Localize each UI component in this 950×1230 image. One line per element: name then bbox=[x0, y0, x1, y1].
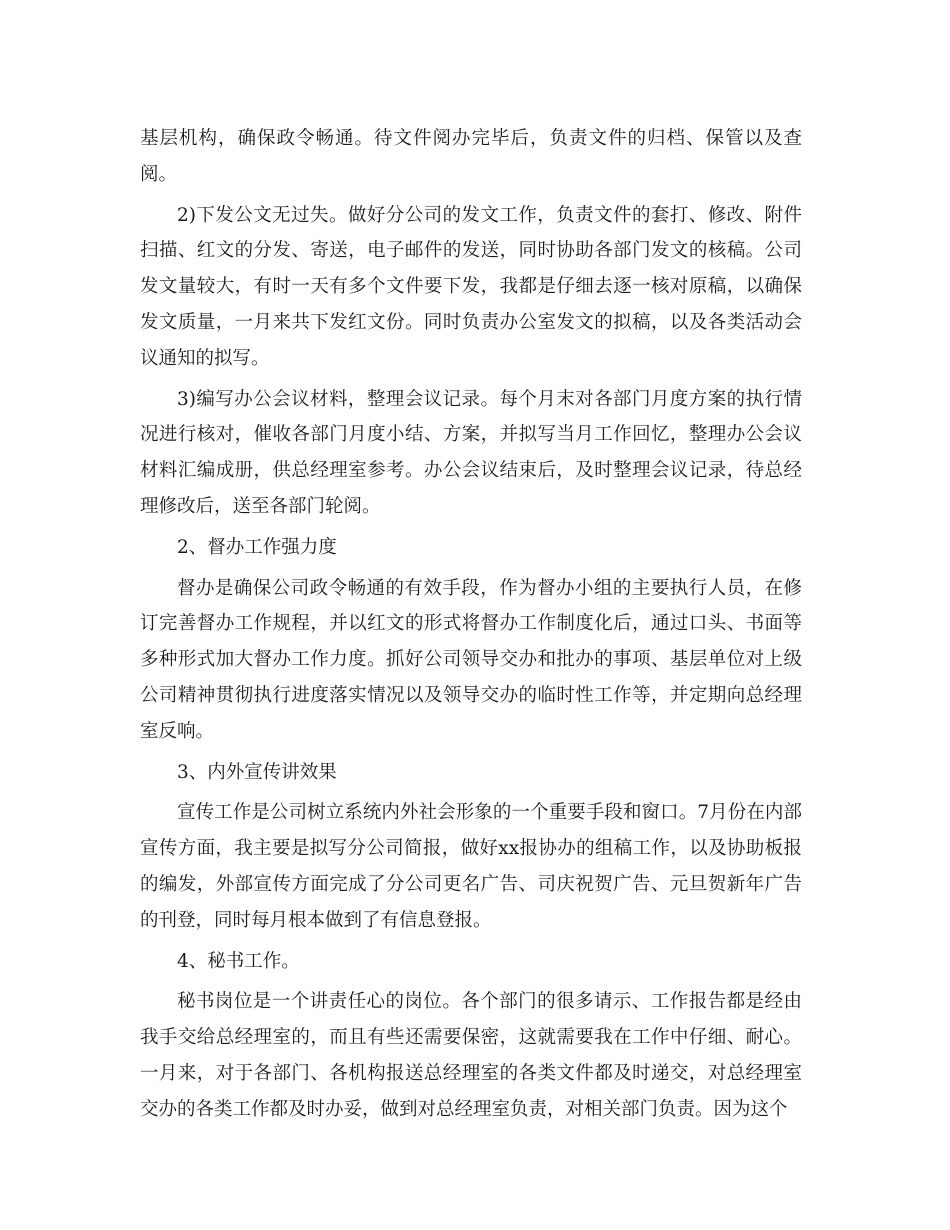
heading-secretary: 4、秘书工作。 bbox=[177, 950, 300, 972]
heading-supervision: 2、督办工作强力度 bbox=[177, 536, 337, 558]
paragraph-meeting-materials: 3)编写办公会议材料，整理会议记录。每个月末对各部门月度方案的执行情况进行核对，催收各部门月度小结、方案，并拟写当月工作回忆，整理办公会议材料汇编成册，供总经理室参考。办公会议结束后，及时整理会议记录，待总经理修改后，送至各部门轮阅。 bbox=[140, 388, 802, 517]
heading-publicity: 3、内外宣传讲效果 bbox=[177, 761, 337, 783]
paragraph-outgoing-documents: 2)下发公文无过失。做好分公司的发文工作，负责文件的套打、修改、附件扫描、红文的分发、寄送，电子邮件的发送，同时协助各部门发文的核稿。公司发文量较大，有时一天有多个文件要下发，我都是仔细去逐一核对原稿，以确保发文质量，一月来共下发红文份。同时负责办公室发文的拟稿，以及各类活动会议通知的拟写。 bbox=[140, 204, 802, 369]
paragraph-supervision: 督办是确保公司政令畅通的有效手段，作为督办小组的主要执行人员，在修订完善督办工作规程，并以红文的形式将督办工作制度化后，通过口头、书面等多种形式加大督办工作力度。抓好公司领导交办和批办的事项、基层单位对上级公司精神贯彻执行进度落实情况以及领导交办的临时性工作等，并定期向总经理室反响。 bbox=[140, 577, 802, 742]
document-body bbox=[140, 121, 802, 1133]
continuation-paragraph: 基层机构，确保政令畅通。待文件阅办完毕后，负责文件的归档、保管以及查阅。 bbox=[140, 128, 802, 185]
paragraph-secretary: 秘书岗位是一个讲责任心的岗位。各个部门的很多请示、工作报告都是经由我手交给总经理室的，而且有些还需要保密，这就需要我在工作中仔细、耐心。一月来，对于各部门、各机构报送总经理室的各类文件都及时递交，对总经理室交办的各类工作都及时办妥，做到对总经理室负责，对相关部门负责。因为这个 bbox=[140, 991, 802, 1120]
paragraph-publicity: 宣传工作是公司树立系统内外社会形象的一个重要手段和窗口。7月份在内部宣传方面，我主要是拟写分公司简报，做好xx报协办的组稿工作，以及协助板报的编发，外部宣传方面完成了分公司更名广告、司庆祝贺广告、元旦贺新年广告的刊登，同时每月根本做到了有信息登报。 bbox=[140, 802, 802, 931]
